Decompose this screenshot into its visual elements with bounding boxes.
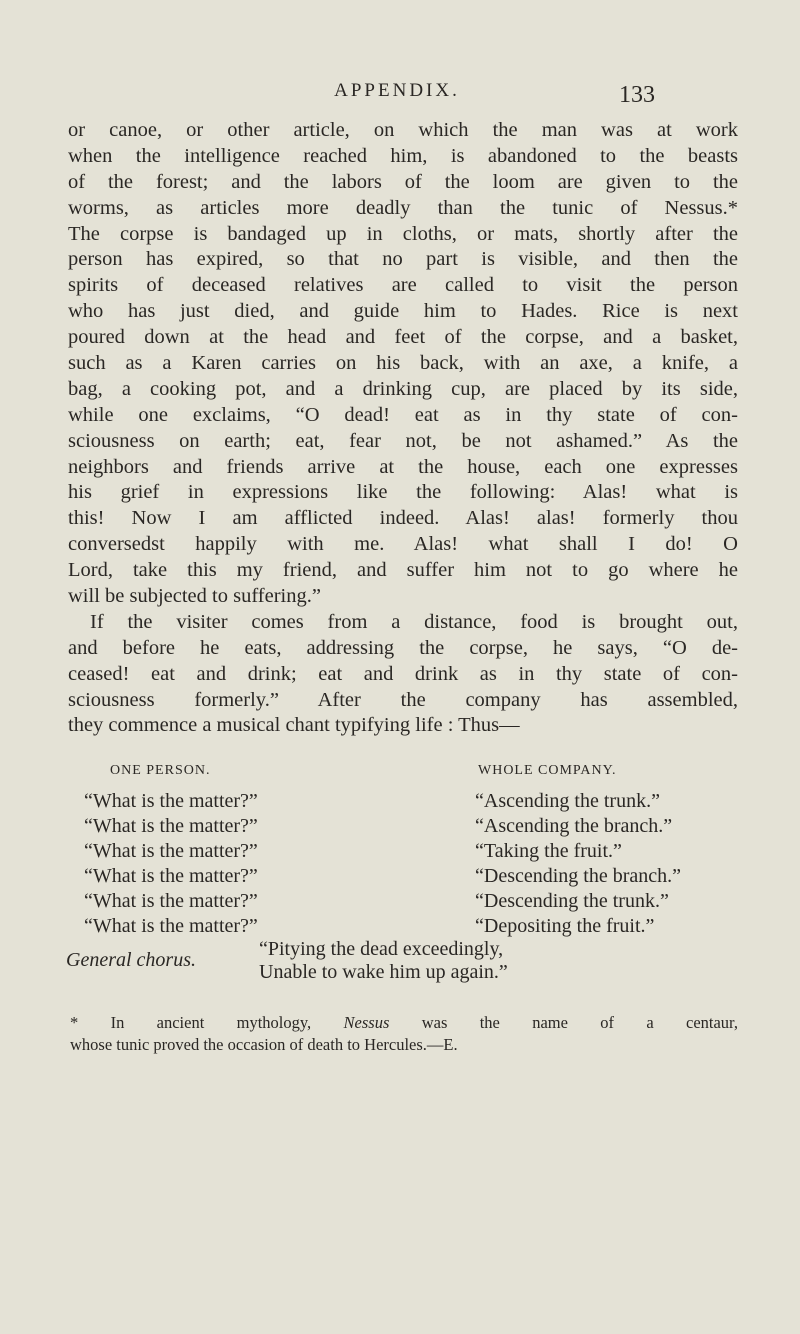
footnote-line: whose tunic proved the occasion of death to Hercules.—E. <box>70 1035 458 1054</box>
footnote-lead: * In ancient mythology, <box>70 1013 312 1032</box>
body-text <box>68 118 738 739</box>
chorus-line: Unable to wake him up again.” <box>259 961 508 983</box>
chorus-line: “Pitying the dead exceedingly, <box>259 938 504 960</box>
text-line: worms, as articles more deadly than the tunic of Nessus.* <box>68 196 738 219</box>
chant-call: “What is the matter?” <box>84 790 258 812</box>
text-line: poured down at the head and feet of the corpse, and a basket, <box>68 326 738 349</box>
page-number: 133 <box>619 82 655 108</box>
text-line: sciousness formerly.” After the company has assembled, <box>68 688 738 711</box>
text-line: person has expired, so that no part is visible, and then the <box>68 248 738 271</box>
running-title: APPENDIX. <box>334 80 460 101</box>
footnote-term: Nessus <box>343 1013 390 1032</box>
chorus-label: General chorus. <box>66 949 196 971</box>
chant-call: “What is the matter?” <box>84 865 258 887</box>
text-line: while one exclaims, “O dead! eat as in thy state of con- <box>68 403 738 426</box>
text-line: who has just died, and guide him to Hades. Rice is next <box>68 300 738 323</box>
text-line: and before he eats, addressing the corpse, he says, “O de- <box>68 636 738 659</box>
text-line: If the visiter comes from a distance, food is brought out, <box>90 610 738 633</box>
text-line: The corpse is bandaged up in cloths, or mats, shortly after the <box>68 222 738 245</box>
text-line: when the intelligence reached him, is abandoned to the beasts <box>68 144 738 167</box>
chant-response: “Depositing the fruit.” <box>475 915 655 937</box>
chant-call: “What is the matter?” <box>84 815 258 837</box>
chant-response: “Ascending the trunk.” <box>475 790 660 812</box>
footnote-line <box>70 1012 738 1034</box>
text-line: or canoe, or other article, on which the man was at work <box>68 119 738 141</box>
text-line: such as a Karen carries on his back, with an axe, a knife, a <box>68 352 738 375</box>
text-line: this! Now I am afflicted indeed. Alas! alas! formerly thou <box>68 507 738 530</box>
text-line: of the forest; and the labors of the loom are given to the <box>68 170 738 193</box>
chant-call: “What is the matter?” <box>84 915 258 937</box>
text-line: neighbors and friends arrive at the house, each one expresses <box>68 455 738 478</box>
chant-response: “Taking the fruit.” <box>475 840 622 862</box>
text-line: his grief in expressions like the following: Alas! what is <box>68 481 738 504</box>
text-line: ceased! eat and drink; eat and drink as in thy state of con- <box>68 662 738 685</box>
text-line: bag, a cooking pot, and a drinking cup, are placed by its side, <box>68 377 738 400</box>
one-person-heading: ONE PERSON. <box>110 763 211 778</box>
text-line: Lord, take this my friend, and suffer him not to go where he <box>68 559 738 582</box>
text-line: will be subjected to suffering.” <box>68 585 321 608</box>
text-line: conversedst happily with me. Alas! what shall I do! O <box>68 533 738 556</box>
chant-response: “Ascending the branch.” <box>475 815 673 837</box>
footnote <box>70 1012 738 1056</box>
text-line: they commence a musical chant typifying life : Thus— <box>68 714 520 737</box>
chant-response: “Descending the trunk.” <box>475 890 669 912</box>
chant-call: “What is the matter?” <box>84 840 258 862</box>
chant-response: “Descending the branch.” <box>475 865 682 887</box>
chant-call: “What is the matter?” <box>84 890 258 912</box>
running-head <box>0 80 800 112</box>
footnote-rest: was the name of a centaur, <box>421 1013 739 1032</box>
text-line: spirits of deceased relatives are called to visit the person <box>68 274 738 297</box>
whole-company-heading: WHOLE COMPANY. <box>478 763 617 778</box>
text-line: sciousness on earth; eat, fear not, be not ashamed.” As the <box>68 429 738 452</box>
